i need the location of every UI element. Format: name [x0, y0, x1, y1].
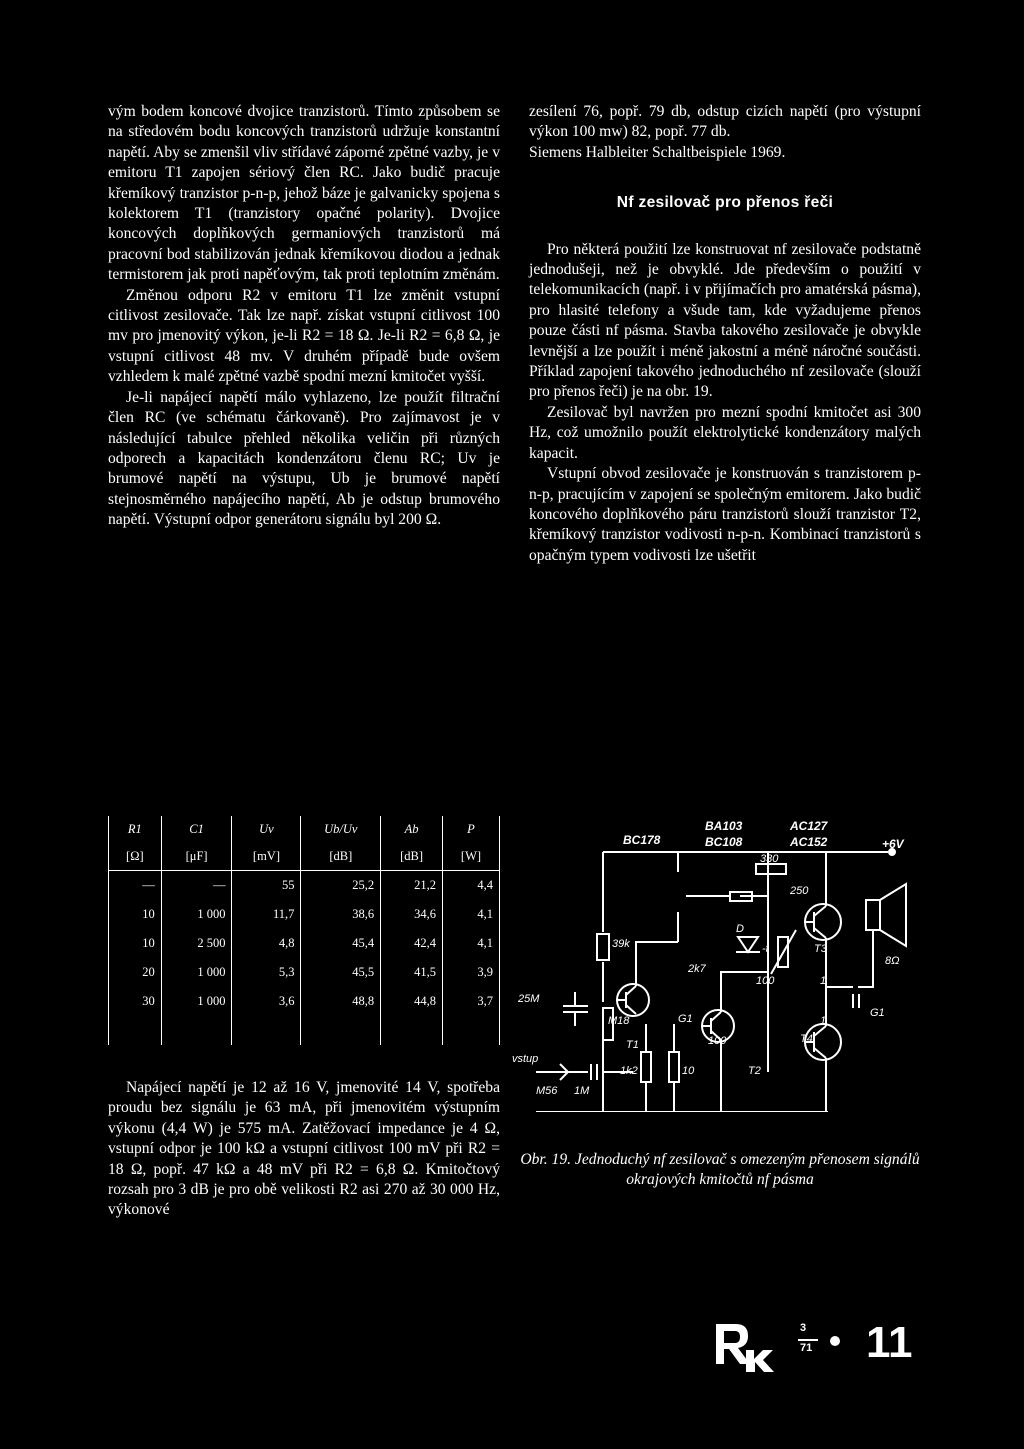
label-r10: 10: [682, 1065, 695, 1077]
table-row: [109, 1016, 500, 1045]
table-cell: 21,2: [381, 871, 443, 901]
table-cell: 11,7: [232, 900, 301, 929]
table-row: [109, 958, 500, 987]
paragraph: Pro některá použití lze konstruovat nf zesilovače podstatně jednodušeji, než je obvyklé. Jde především o použití v telekomunikacích (např. i v přijímačích pro amatérská pásma), pro hlasité telefony a všude tam, kde vyžadujeme přenos pouze části nf pásma. Stavba takového zesilovače je obvykle levnější a lze použít i méně jakostní a méně náročné součásti. Příklad zapojení takového jednoduchého nf zesilovače (slouží pro přenos řeči) je na obr. 19.: [529, 240, 921, 401]
paragraph: Napájecí napětí je 12 až 16 V, jmenovité 14 V, spotřeba proudu bez signálu je 63 mA, při jmenovitém výstupním výkonu (4,4 W) je 575 mA. Zatěžovací impedance je 4 Ω, vstupní odpor je 100 kΩ a vstupní citlivost 100 mV při R2 = 18 Ω, popř. 47 kΩ a 48 mV při R2 = 6,8 Ω. Kmitočtový rozsah pro 3 dB je pro obě velikosti R2 asi 270 až 30 000 Hz, výkonové: [108, 1079, 500, 1219]
table-unit: [μF]: [161, 842, 232, 871]
source-reference: Siemens Halbleiter Schaltbeispiele 1969.: [529, 143, 786, 161]
label-r1k2: 1k2: [620, 1065, 638, 1077]
table-cell: 2 500: [161, 929, 232, 958]
table-cell: 1 000: [161, 900, 232, 929]
section-heading: Nf zesilovač pro přenos řeči: [616, 194, 834, 212]
label-supply: +6V: [882, 837, 904, 851]
table-header: Uv: [232, 816, 301, 842]
label-ac152: AC152: [790, 835, 828, 849]
table-cell: [442, 1016, 499, 1045]
table-cell: 1 000: [161, 987, 232, 1016]
table-header: R1: [109, 816, 162, 842]
label-bc178: BC178: [623, 833, 661, 847]
fraction-bar: [798, 1338, 818, 1342]
table-cell: 1 000: [161, 958, 232, 987]
table-cell: 42,4: [381, 929, 443, 958]
paragraph: vým bodem koncové dvojice tranzistorů. Tímto způsobem se na středovém bodu koncových tranzistorů udržuje konstantní napětí. Aby se zmenšil vliv střídavé záporné zpětné vazby, je v emitoru T1 zapojen sériový člen RC. Jako budič pracuje křemíkový tranzistor p-n-p, jehož báze je galvanicky spojena s kolektorem T1 (tranzistory opačné polarity). Dvojice koncových doplňkových germaniových tranzistorů má pracovní bod stabilizován jednak křemíkovou diodou a jednak termistorem jak proti napěťovým, tak proti teplotním změnám.: [108, 103, 500, 284]
table-header: C1: [161, 816, 232, 842]
hum-table: [108, 816, 500, 1045]
table-cell: 34,6: [381, 900, 443, 929]
table-cell: 55: [232, 871, 301, 901]
table-row: [109, 987, 500, 1016]
label-thermistor: -t: [762, 943, 769, 955]
table-cell: 41,5: [381, 958, 443, 987]
speaker: [866, 900, 880, 930]
label-one-b: 1: [820, 1015, 827, 1027]
bullet-icon: [828, 1334, 842, 1348]
figure-caption: Obr. 19. Jednoduchý nf zesilovač s omezeným přenosem signálů okrajových kmitočtů nf pásma: [520, 1151, 920, 1189]
table-cell: [161, 1016, 232, 1045]
label-r39k: 39k: [612, 938, 630, 950]
table-cell: 30: [109, 987, 162, 1016]
label-m56: M56: [536, 1085, 558, 1097]
table-cell: 48,8: [301, 987, 381, 1016]
table-unit: [W]: [442, 842, 499, 871]
table-unit: [dB]: [381, 842, 443, 871]
table-cell: 3,7: [442, 987, 499, 1016]
label-ac127: AC127: [790, 819, 828, 833]
table-cell: [301, 1016, 381, 1045]
label-r100: 100: [756, 975, 775, 987]
label-r2k7: 2k7: [688, 963, 706, 975]
table-unit: [dB]: [301, 842, 381, 871]
page-number: 11: [866, 1318, 913, 1367]
table-header: P: [442, 816, 499, 842]
label-t1: T1: [626, 1039, 639, 1051]
table-cell: 5,3: [232, 958, 301, 987]
label-m18: M18: [608, 1015, 630, 1027]
table-cell: 45,4: [301, 929, 381, 958]
table-header: Ub/Uv: [301, 816, 381, 842]
table-cell: 4,8: [232, 929, 301, 958]
table-cell: 10: [109, 929, 162, 958]
paragraph: zesílení 76, popř. 79 db, odstup cizích napětí (pro výstupní výkon 100 mw) 82, popř. 77 db.: [529, 103, 921, 141]
table-row: [109, 900, 500, 929]
table-cell: 20: [109, 958, 162, 987]
table-cell: [381, 1016, 443, 1045]
label-c25m: 25M: [518, 993, 540, 1005]
label-r8: 8Ω: [885, 955, 900, 967]
table-header: Ab: [381, 816, 443, 842]
paragraph: Zesilovač byl navržen pro mezní spodní kmitočet asi 300 Hz, což umožnilo použít elektrolytické kondenzátory malých kapacit.: [529, 403, 921, 462]
label-input: vstup: [512, 1053, 539, 1065]
label-g1b: G1: [870, 1007, 885, 1019]
table-cell: 25,2: [301, 871, 381, 901]
table-cell: 10: [109, 900, 162, 929]
issue-year: 71: [800, 1342, 813, 1354]
table-cell: 3,6: [232, 987, 301, 1016]
table-cell: 3,9: [442, 958, 499, 987]
label-r1m: 1M: [574, 1085, 590, 1097]
label-diode: D: [736, 923, 744, 935]
table-row: [109, 871, 500, 901]
table-cell: [232, 1016, 301, 1045]
table-cell: [109, 1016, 162, 1045]
paragraph: Změnou odporu R2 v emitoru T1 lze změnit vstupní citlivost zesilovače. Tak lze např. získat vstupní citlivost 100 mv pro jmenovitý výkon, je-li R2 = 18 Ω. Je-li R2 = 6,8 Ω, je vstupní citlivost 48 mv. V druhém případě bude ovšem vzhledem k malé zpětné vazbě spodní mezní kmitočet vyšší.: [108, 286, 500, 386]
paragraph: Vstupní obvod zesilovače je konstruován s tranzistorem p-n-p, pracujícím v zapojení se společným emitorem. Jako budič koncového doplňkového páru tranzistorů slouží tranzistor T2, křemíkový tranzistor vodivosti n-p-n. Kombinací tranzistorů s opačným typem vodivosti lze ušetřit: [529, 465, 921, 564]
table-cell: 38,6: [301, 900, 381, 929]
issue-number: 3: [800, 1322, 807, 1334]
table-row: [109, 929, 500, 958]
label-g1a: G1: [678, 1013, 693, 1025]
right-column: [529, 102, 921, 566]
table-unit: [Ω]: [109, 842, 162, 871]
table-cell: 4,1: [442, 900, 499, 929]
label-r330: 330: [760, 853, 779, 865]
table-cell: —: [109, 871, 162, 901]
table-cell: 45,5: [301, 958, 381, 987]
label-t2: T2: [748, 1065, 761, 1077]
table-cell: 4,4: [442, 871, 499, 901]
label-ba103: BA103: [705, 819, 743, 833]
paragraph: Je-li napájecí napětí málo vyhlazeno, lze použít filtrační člen RC (ve schématu čárkovaně). Pro zajímavost je v následující tabulce přehled několika veličin při různých odporech a kapacitách kondenzátoru členu RC; Uv je brumové napětí na výstupu, Ub je brumové napětí stejnosměrného napájecího napětí, Ab je odstup brumového napětí. Výstupní odpor generátoru signálu byl 200 Ω.: [108, 388, 500, 529]
resistor-39k: [597, 934, 609, 960]
label-one-a: 1: [820, 975, 827, 987]
amplifier-schematic: [508, 812, 928, 1112]
table-unit: [mV]: [232, 842, 301, 871]
table-cell: —: [161, 871, 232, 901]
table-cell: 4,1: [442, 929, 499, 958]
left-column: [108, 102, 500, 531]
label-t3: T3: [814, 943, 827, 955]
table-cell: 44,8: [381, 987, 443, 1016]
label-bc108: BC108: [705, 835, 743, 849]
label-t4: T4: [800, 1033, 813, 1045]
label-r250: 250: [790, 885, 809, 897]
label-c100: 100: [708, 1035, 727, 1047]
left-column-continued: [108, 1078, 500, 1221]
